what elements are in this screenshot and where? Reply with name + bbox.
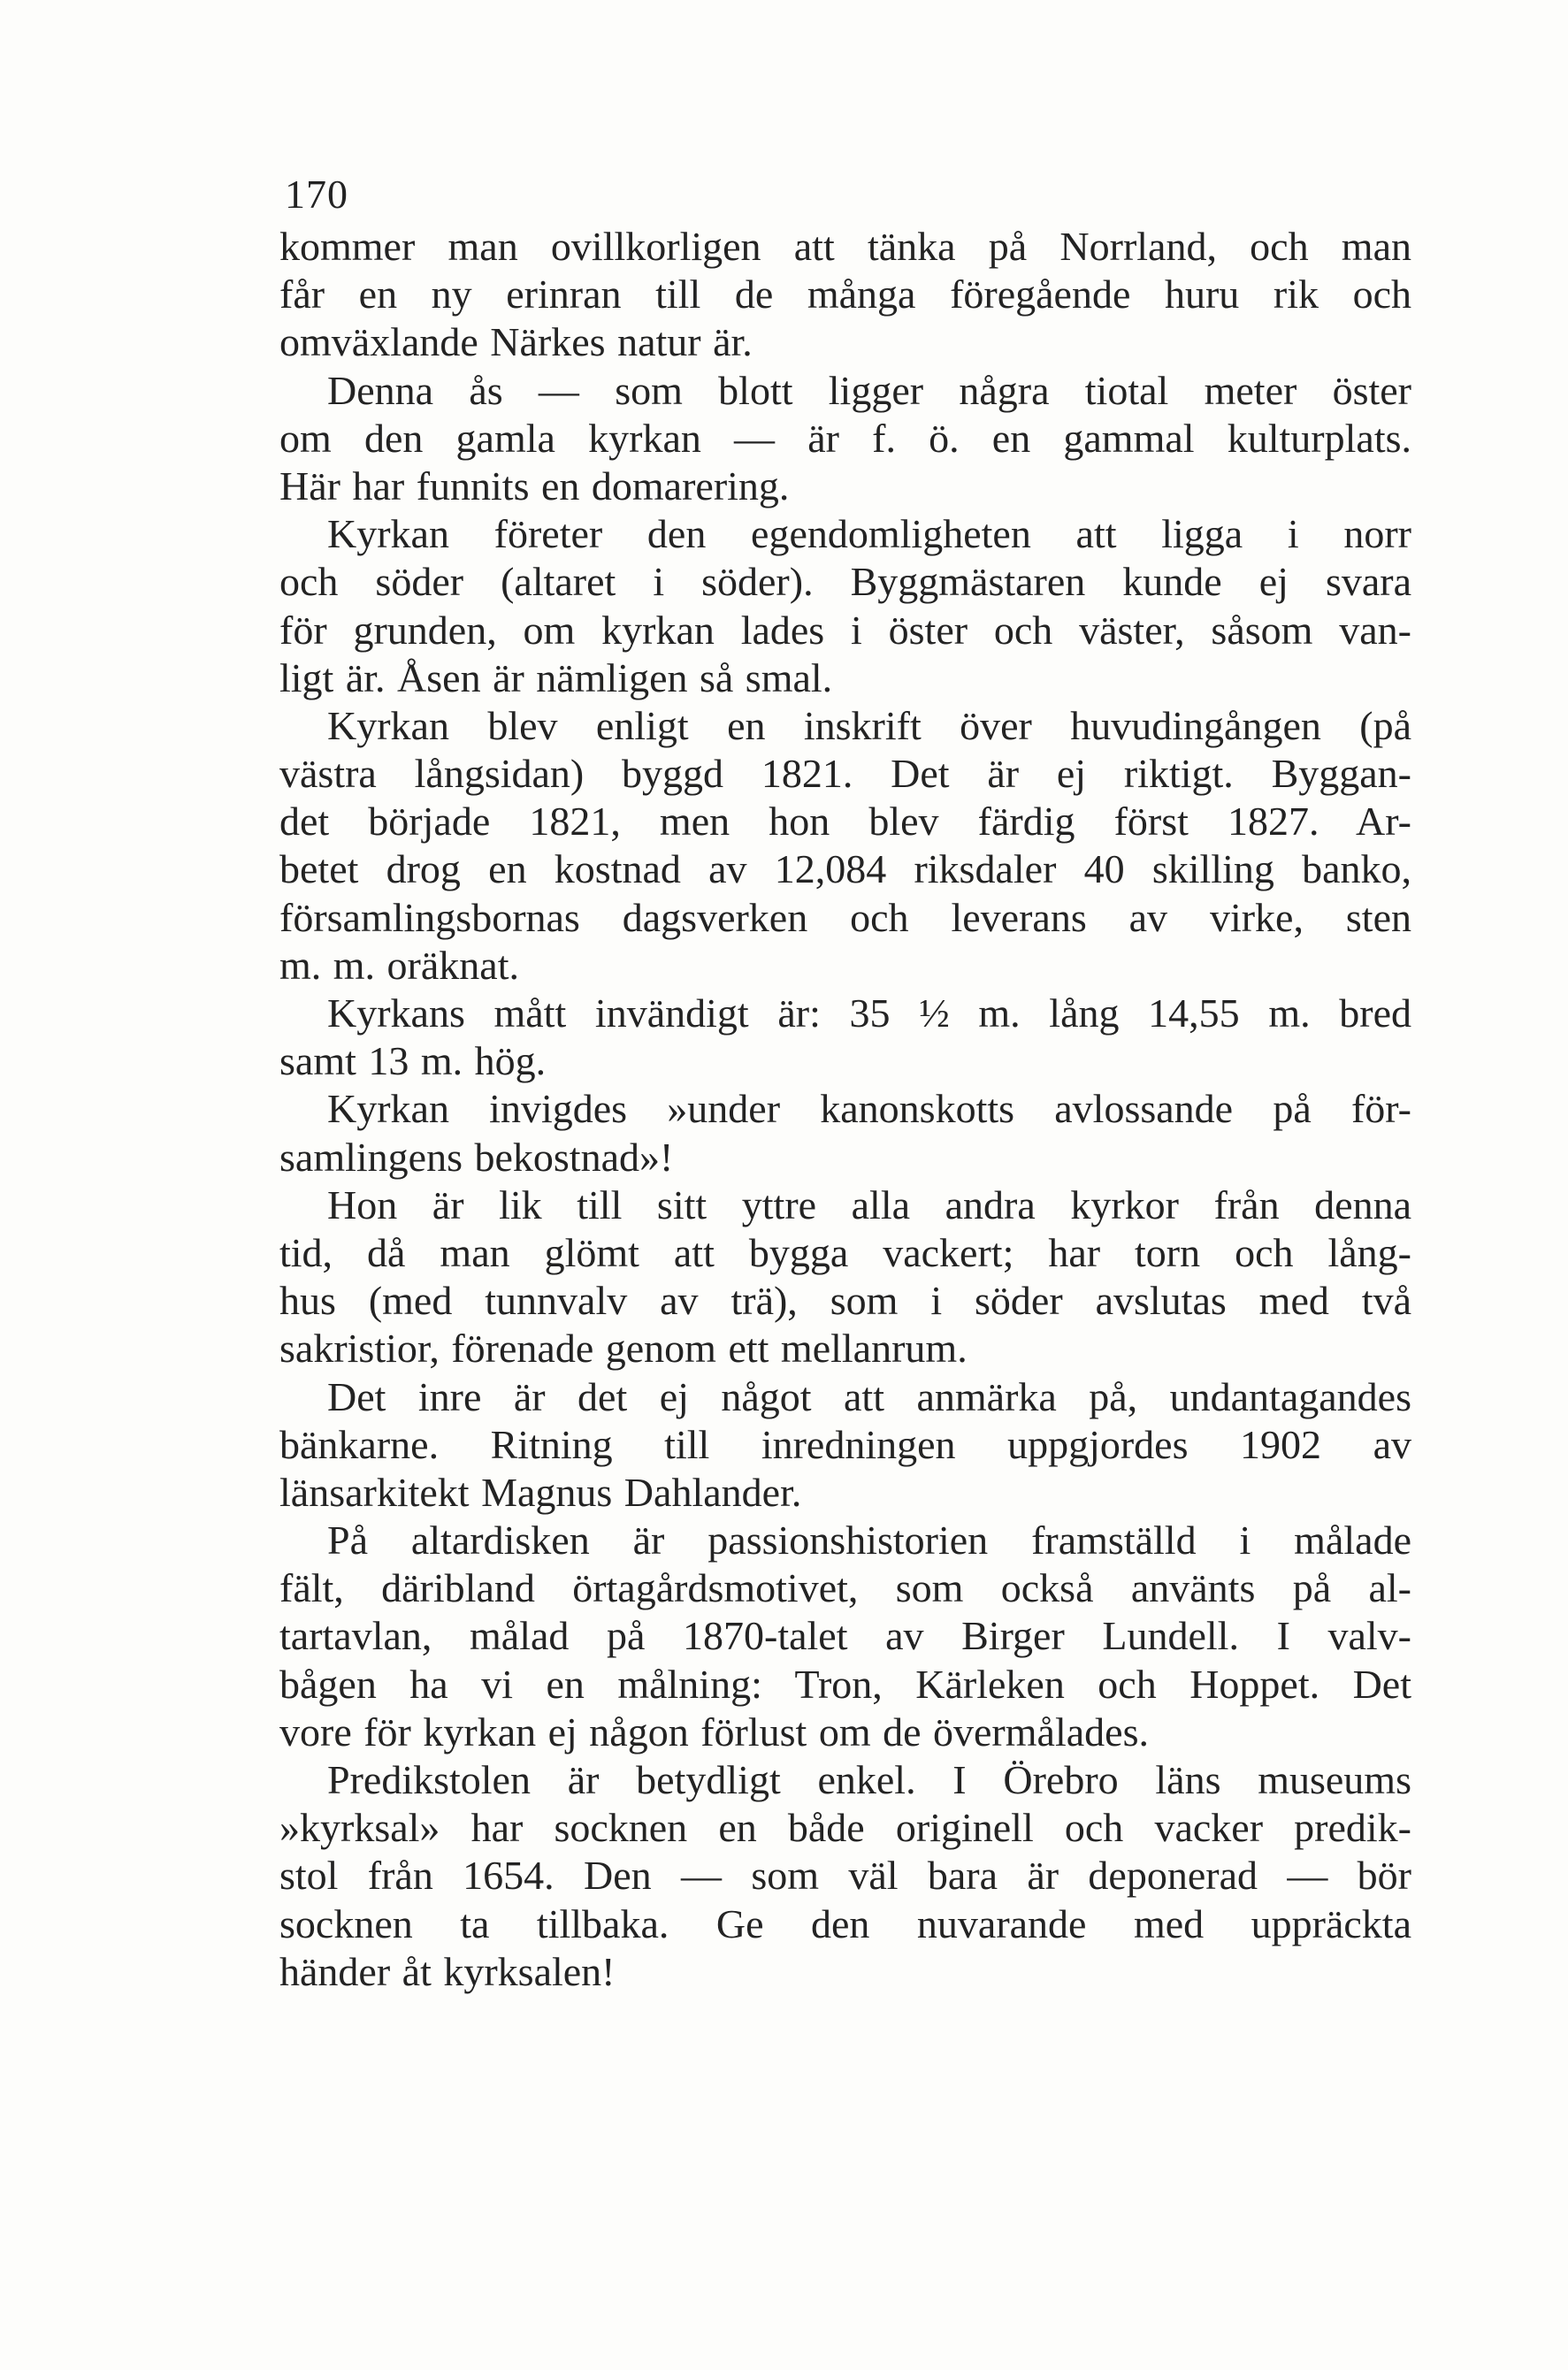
text-line: samt 13 m. hög.	[279, 1038, 547, 1084]
text-line: får en ny erinran till de många föregående huru rik och	[279, 271, 1411, 317]
text-line: för grunden, om kyrkan lades i öster och väster, såsom van-	[279, 607, 1411, 653]
text-line: Kyrkans mått invändigt är: 35 ½ m. lång 14,55 m. bred	[327, 990, 1411, 1036]
text-line: betet drog en kostnad av 12,084 riksdaler 40 skilling banko,	[279, 846, 1411, 892]
text-line: ligt är. Åsen är nämligen så smal.	[279, 654, 833, 700]
text-line: stol från 1654. Den — som väl bara är deponerad — bör	[279, 1853, 1411, 1899]
page-number: 170	[285, 172, 348, 217]
text-line: På altardisken är passionshistorien framställd i målade	[327, 1518, 1411, 1563]
text-line: Denna ås — som blott ligger några tiotal meter öster	[327, 367, 1411, 413]
text-line: Det inre är det ej något att anmärka på, undantagandes	[327, 1373, 1411, 1419]
body-text	[279, 223, 1411, 1996]
text-line: händer åt kyrksalen!	[279, 1948, 616, 1994]
text-line: samlingens bekostnad»!	[279, 1134, 674, 1180]
text-line: bänkarne. Ritning till inredningen uppgjordes 1902 av	[279, 1421, 1411, 1467]
text-line: vore för kyrkan ej någon förlust om de övermålades.	[279, 1709, 1149, 1755]
text-line: Kyrkan företer den egendomligheten att ligga i norr	[327, 511, 1411, 557]
text-line: det började 1821, men hon blev färdig först 1827. Ar-	[279, 799, 1411, 845]
text-line: m. m. oräknat.	[279, 942, 519, 988]
text-line: om den gamla kyrkan — är f. ö. en gammal kulturplats.	[279, 415, 1411, 461]
text-line: tid, då man glömt att bygga vackert; har torn och lång-	[279, 1229, 1411, 1275]
text-line: Hon är lik till sitt yttre alla andra kyrkor från denna	[327, 1181, 1411, 1227]
text-line: Här har funnits en domarering.	[279, 463, 790, 508]
text-line: tartavlan, målad på 1870-talet av Birger Lundell. I valv-	[279, 1613, 1411, 1659]
text-line: västra långsidan) byggd 1821. Det är ej riktigt. Byggan-	[279, 751, 1411, 797]
text-line: sakristior, förenade genom ett mellanrum.	[279, 1326, 968, 1372]
text-line: fält, däribland örtagårdsmotivet, som också använts på al-	[279, 1565, 1411, 1611]
text-line: församlingsbornas dagsverken och leverans av virke, sten	[279, 894, 1411, 940]
text-line: Kyrkan blev enligt en inskrift över huvudingången (på	[327, 702, 1411, 748]
text-line: socknen ta tillbaka. Ge den nuvarande med uppräckta	[279, 1900, 1411, 1946]
text-line: Predikstolen är betydligt enkel. I Örebro läns museums	[327, 1757, 1411, 1802]
text-line: Kyrkan invigdes »under kanonskotts avlossande på för-	[327, 1086, 1411, 1132]
text-line: och söder (altaret i söder). Byggmästaren kunde ej svara	[279, 559, 1411, 605]
text-line: bågen ha vi en målning: Tron, Kärleken och Hoppet. Det	[279, 1661, 1411, 1707]
text-line: länsarkitekt Magnus Dahlander.	[279, 1469, 802, 1515]
text-line: omväxlande Närkes natur är.	[279, 319, 753, 365]
text-line: kommer man ovillkorligen att tänka på Norrland, och man	[279, 224, 1411, 269]
text-line: hus (med tunnvalv av trä), som i söder avslutas med två	[279, 1278, 1411, 1324]
text-line: »kyrksal» har socknen en både originell och vacker predik-	[279, 1805, 1411, 1851]
